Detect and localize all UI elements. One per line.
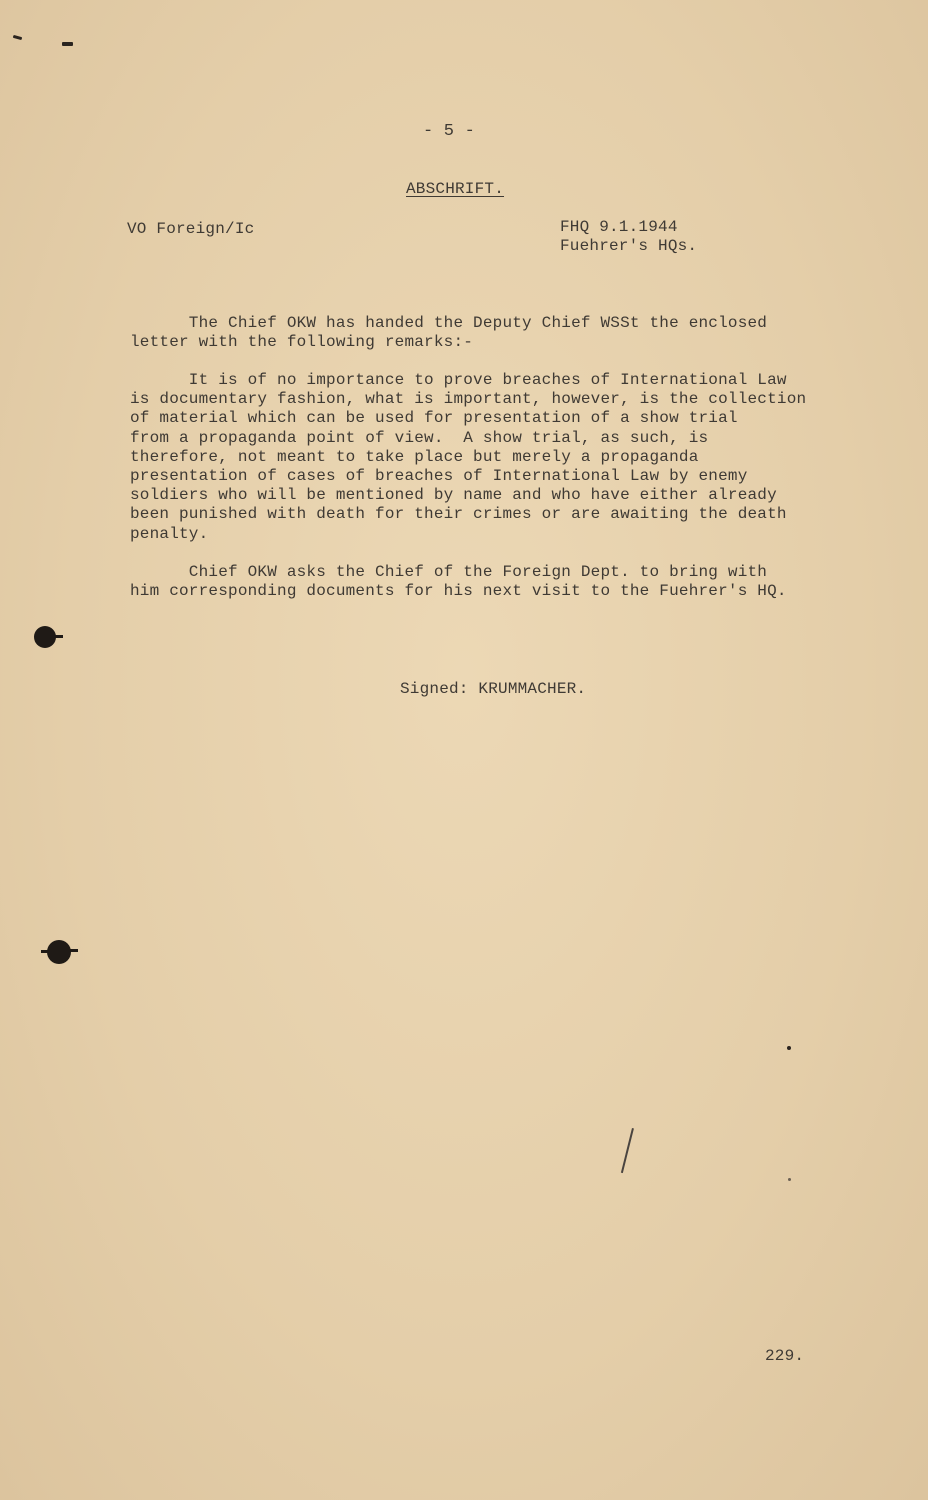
ink-speck	[788, 1178, 791, 1181]
folio-number: 229.	[765, 1347, 805, 1365]
body-paragraph-3: Chief OKW asks the Chief of the Foreign Dept. to bring with him corresponding documents for his next visit to the Fuehrer's HQ.	[130, 563, 787, 601]
punch-hole	[47, 940, 71, 964]
body-paragraph-2: It is of no importance to prove breaches of International Law is documentary fashion, what is important, however, is the collection of material which can be used for presentation of a show trial from a propaganda point of view. A show trial, as such, is therefore, not meant to take place but merely a propaganda presentation of cases of breaches of International Law by enemy soldiers who will be mentioned by name and who have either already been punished with death for their crimes or are awaiting the death penalty.	[130, 371, 807, 543]
signature-line: Signed: KRUMMACHER.	[400, 680, 587, 698]
ink-speck	[787, 1046, 791, 1050]
punch-hole	[34, 626, 56, 648]
document-heading: ABSCHRIFT.	[406, 180, 505, 198]
ink-speck	[62, 42, 73, 46]
pen-mark	[621, 1128, 634, 1173]
reference-line: VO Foreign/Ic	[127, 220, 255, 238]
body-paragraph-1: The Chief OKW has handed the Deputy Chief WSSt the enclosed letter with the following remarks:-	[130, 314, 768, 352]
page-number: - 5 -	[423, 122, 476, 141]
place-line: Fuehrer's HQs.	[560, 237, 698, 255]
date-line: FHQ 9.1.1944	[560, 218, 678, 236]
ink-speck	[13, 35, 22, 40]
